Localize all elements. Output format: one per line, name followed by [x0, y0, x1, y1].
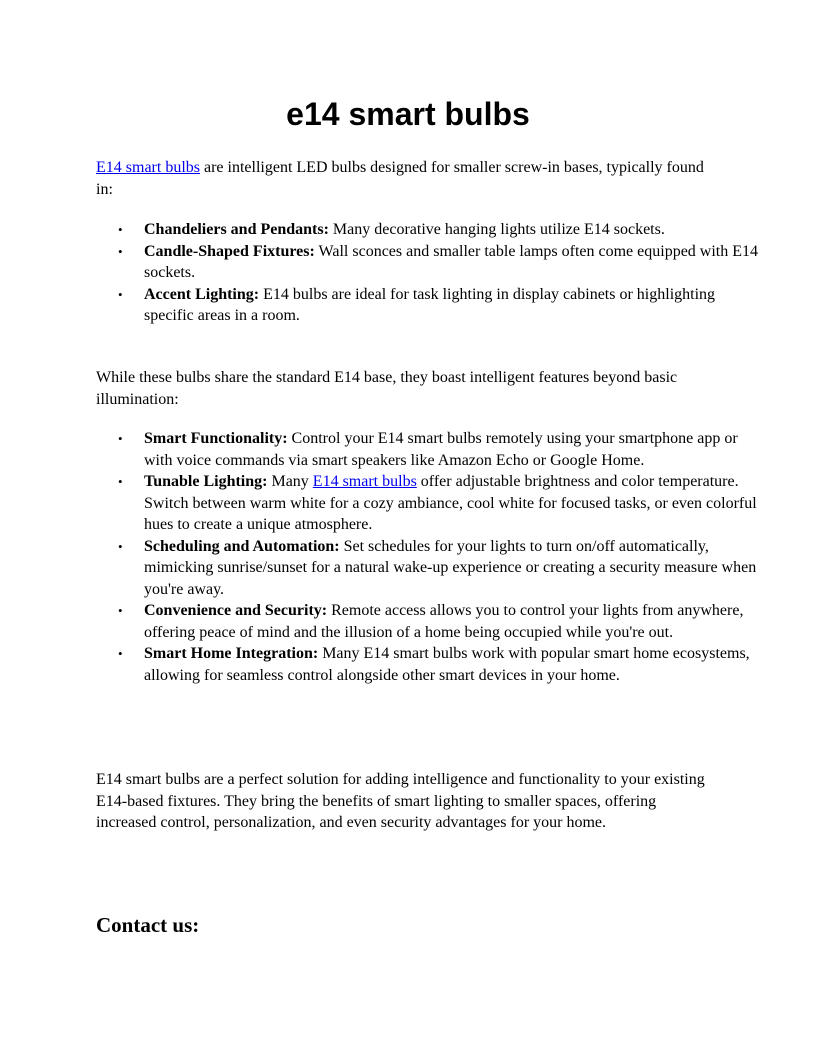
bullet-icon: •: [118, 431, 123, 446]
list-item: [118, 241, 768, 284]
list-item-term: Tunable Lighting:: [144, 473, 268, 490]
list-item-text: Many E14 smart bulbs work with popular smart home ecosystems, allowing for seamless control alongside other smart devices in your home.: [144, 645, 750, 684]
list-item-text: Wall sconces and smaller table lamps often come equipped with E14 sockets.: [144, 242, 759, 281]
bullet-icon: •: [118, 286, 123, 302]
list-item-text: Many: [267, 473, 313, 490]
list-item-term: Smart Functionality:: [144, 430, 288, 447]
list-item-text: Control your E14 smart bulbs remotely using your smartphone app or with voice commands via smart speakers like Amazon Echo or Google Home.: [144, 430, 738, 469]
bullet-icon: •: [118, 474, 123, 489]
intro-paragraph: [96, 157, 720, 200]
list-item-term: Accent Lighting:: [144, 285, 260, 303]
bullet-icon: •: [118, 222, 123, 237]
conclusion-paragraph: E14 smart bulbs are a perfect solution for adding intelligence and functionality to your existing E14-based fixtures. They bring the benefits of smart lighting to smaller spaces, offering increased control, personalization, and even security advantages for your home.: [96, 771, 705, 831]
features-intro-paragraph: While these bulbs share the standard E14 base, they boast intelligent features beyond basic illumination:: [96, 369, 678, 408]
list-item-text: offer adjustable brightness and color temperature. Switch between warm white for a cozy ambiance, cool white for focused tasks, or even colorful hues to create a unique atmosphere.: [144, 473, 757, 533]
list-item-text: Remote access allows you to control your lights from anywhere, offering peace of mind and the illusion of a home being occupied while you're out.: [144, 602, 744, 641]
list-item-term: Convenience and Security:: [144, 602, 328, 619]
tunable-lighting-link[interactable]: E14 smart bulbs: [312, 473, 417, 490]
list-item: [118, 428, 768, 471]
list-item-text: Many decorative hanging lights utilize E14 sockets.: [328, 221, 665, 238]
list-item-term: Scheduling and Automation:: [144, 537, 340, 555]
list-item: [118, 600, 768, 643]
list-item-term: Chandeliers and Pendants:: [144, 221, 329, 238]
features-list: [96, 428, 768, 686]
fixture-list: [96, 219, 768, 327]
list-item: [118, 471, 768, 536]
list-item-text: E14 bulbs are ideal for task lighting in display cabinets or highlighting specific areas in a room.: [144, 285, 716, 324]
list-item: [118, 536, 768, 601]
list-item-text: Set schedules for your lights to turn on/off automatically, mimicking sunrise/sunset for a natural wake-up experience or creating a security measure when you're away.: [144, 537, 757, 598]
intro-link[interactable]: E14 smart bulbs: [96, 159, 200, 176]
intro-text: are intelligent LED bulbs designed for smaller screw-in bases, typically found in:: [96, 159, 704, 198]
bullet-icon: •: [118, 538, 123, 554]
list-item: [118, 219, 768, 241]
list-item: [118, 643, 768, 686]
contact-heading: Contact us:: [96, 913, 200, 937]
list-item-term: Candle-Shaped Fixtures:: [144, 242, 315, 260]
bullet-icon: •: [118, 243, 123, 259]
bullet-icon: •: [118, 646, 123, 661]
list-item-term: Smart Home Integration:: [144, 645, 319, 662]
page-title: e14 smart bulbs: [286, 96, 530, 132]
bullet-icon: •: [118, 603, 123, 618]
list-item: [118, 284, 768, 327]
